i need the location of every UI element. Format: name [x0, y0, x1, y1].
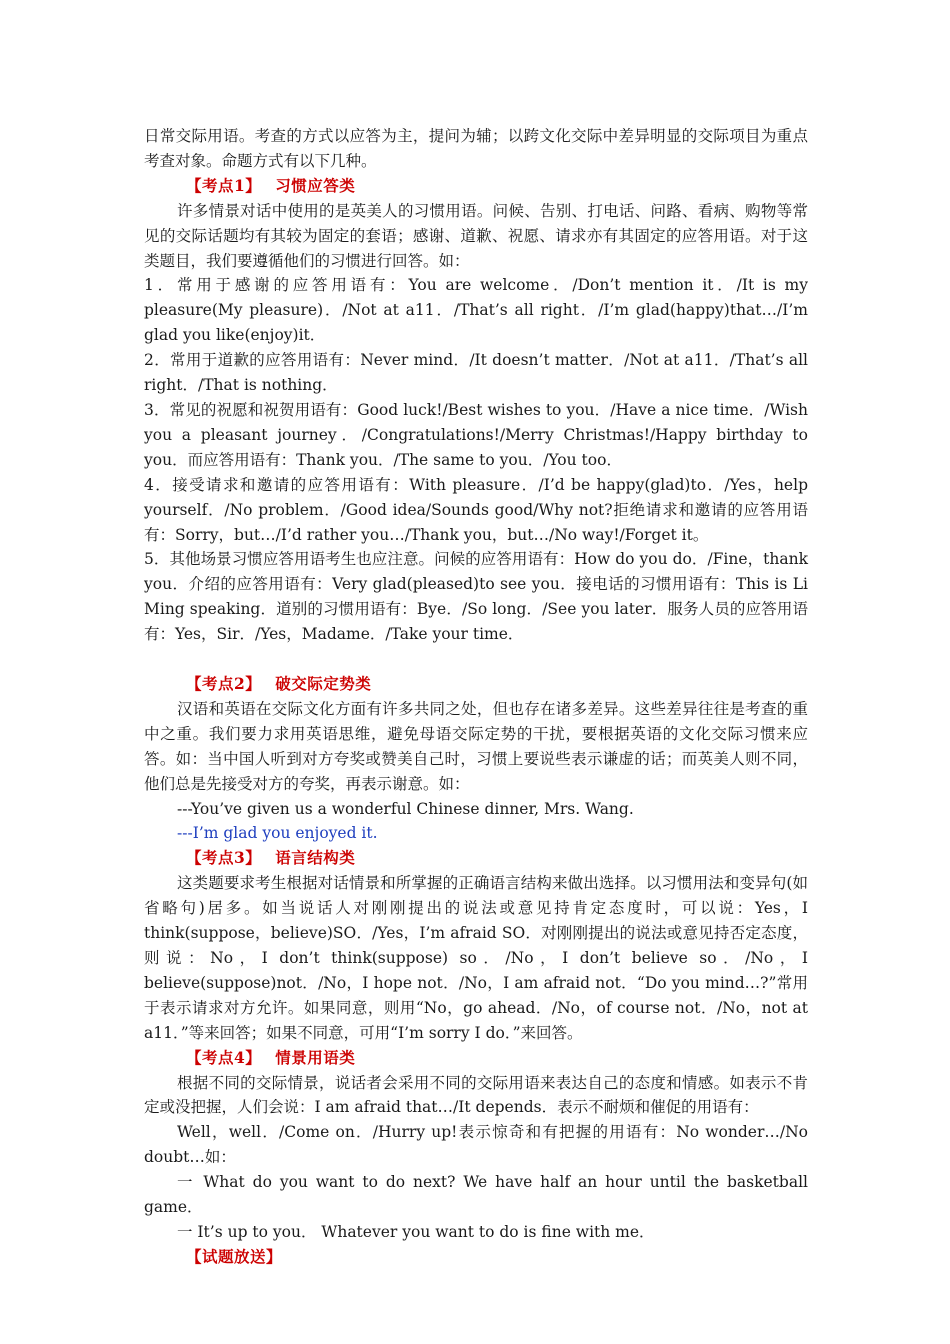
section-label: 【考点2】	[186, 674, 262, 694]
section-paragraph: 根据不同的交际情景，说话者会采用不同的交际用语来表达自己的态度和情感。如表示不肯定或没把握，人们会说：I am afraid that…/It depends．表示不耐烦和催促的用语有：	[144, 1073, 808, 1117]
list-item: 1．常用于感谢的应答用语有：You are welcome．/Don’t mention it．/It is my pleasure(My pleasure)．/Not at a11．/That’s all right．/I’m glad(happy)that…/I’m glad you like(enjoy)it．	[144, 276, 808, 345]
section-title: 情景用语类	[275, 1047, 356, 1067]
dialog-line: 一 What do you want to do next? We have half an hour until the basketball game．	[144, 1173, 808, 1217]
dialog-line: 一 It’s up to you． Whatever you want to do is fine with me．	[177, 1222, 655, 1241]
section-heading-3	[144, 846, 808, 871]
list-item: 3．常见的祝愿和祝贺用语有：Good luck!/Best wishes to you．/Have a nice time．/Wish you a pleasant journey．/Congratulations!/Merry Christmas!/Happy birthday to you．而应答用语有：Thank you．/The same to you．/You too．	[144, 400, 808, 469]
section-paragraph: Well，well．/Come on．/Hurry up!表示惊奇和有把握的用语有：No wonder…/No doubt…如：	[144, 1123, 808, 1167]
section-label: 【试题放送】	[186, 1246, 283, 1266]
section-paragraph: 这类题要求考生根据对话情景和所掌握的正确语言结构来做出选择。以习惯用法和变异句(如省略句)居多。如当说话人对刚刚提出的说法或意见持肯定态度时，可以说：Yes，I think(suppose，believe)SO．/Yes，I’m afraid SO．对刚刚提出的说法或意见持否定态度，则说：No，I don’t think(suppose) so．/No，I don’t believe so．/No，I believe(suppose)not．/No，I hope not．/No，I am afraid not．“Do you mind…?”常用于表示请求对方允许。如果同意，则用“No，go ahead．/No，of course not．/No，not at a11．”等来回答；如果不同意，可用“I’m sorry I do．”来回答。	[144, 874, 808, 1042]
section-title: 习惯应答类	[275, 175, 356, 195]
section-label: 【考点1】	[186, 175, 262, 195]
section-label: 【考点3】	[186, 848, 262, 868]
spacer	[144, 647, 808, 672]
section-paragraph: 许多情景对话中使用的是英美人的习惯用语。问候、告别、打电话、问路、看病、购物等常见的交际话题均有其较为固定的套语；感谢、道歉、祝愿、请求亦有其固定的应答用语。对于这类题目，我们要遵循他们的习惯进行回答。如：	[144, 201, 808, 270]
dialog-line: ---You’ve given us a wonderful Chinese dinner, Mrs. Wang.	[177, 799, 634, 818]
section-heading-1	[144, 174, 808, 199]
list-item: 2．常用于道歉的应答用语有：Never mind．/It doesn’t matter．/Not at a11．/That’s all right．/That is nothing．	[144, 351, 808, 395]
section-title: 语言结构类	[275, 848, 356, 868]
section-label: 【考点4】	[186, 1047, 262, 1067]
section-title: 破交际定势类	[275, 674, 372, 694]
section-heading-5	[144, 1245, 808, 1270]
dialog-line-reply: ---I’m glad you enjoyed it.	[177, 824, 378, 843]
section-paragraph: 汉语和英语在交际文化方面有许多共同之处，但也存在诸多差异。这些差异往往是考查的重中之重。我们要力求用英语思维，避免母语交际定势的干扰，要根据英语的文化交际习惯来应答。如：当中国人听到对方夸奖或赞美自己时，习惯上要说些表示谦虚的话；而英美人则不同，他们总是先接受对方的夸奖，再表示谢意。如：	[144, 699, 808, 793]
section-heading-4	[144, 1046, 808, 1071]
list-item: 5．其他场景习惯应答用语考生也应注意。问候的应答用语有：How do you do．/Fine，thank you．介绍的应答用语有：Very glad(pleased)to see you．接电话的习惯用语有：This is Li Ming speaking．道别的习惯用语有：Bye．/So long．/See you later．服务人员的应答用语有：Yes，Sir．/Yes，Madame．/Take your time．	[144, 550, 808, 644]
document-page	[144, 124, 808, 1270]
list-item: 4．接受请求和邀请的应答用语有：With pleasure．/I’d be happy(glad)to．/Yes，help yourself．/No problem．/Good idea/Sounds good/Why not?拒绝请求和邀请的应答用语有：Sorry，but…/I’d rather you…/Thank you，but…/No way!/Forget it。	[144, 475, 808, 544]
intro-paragraph: 日常交际用语。考查的方式以应答为主，提问为辅；以跨文化交际中差异明显的交际项目为重点考查对象。命题方式有以下几种。	[144, 127, 808, 170]
section-heading-2	[144, 672, 808, 697]
